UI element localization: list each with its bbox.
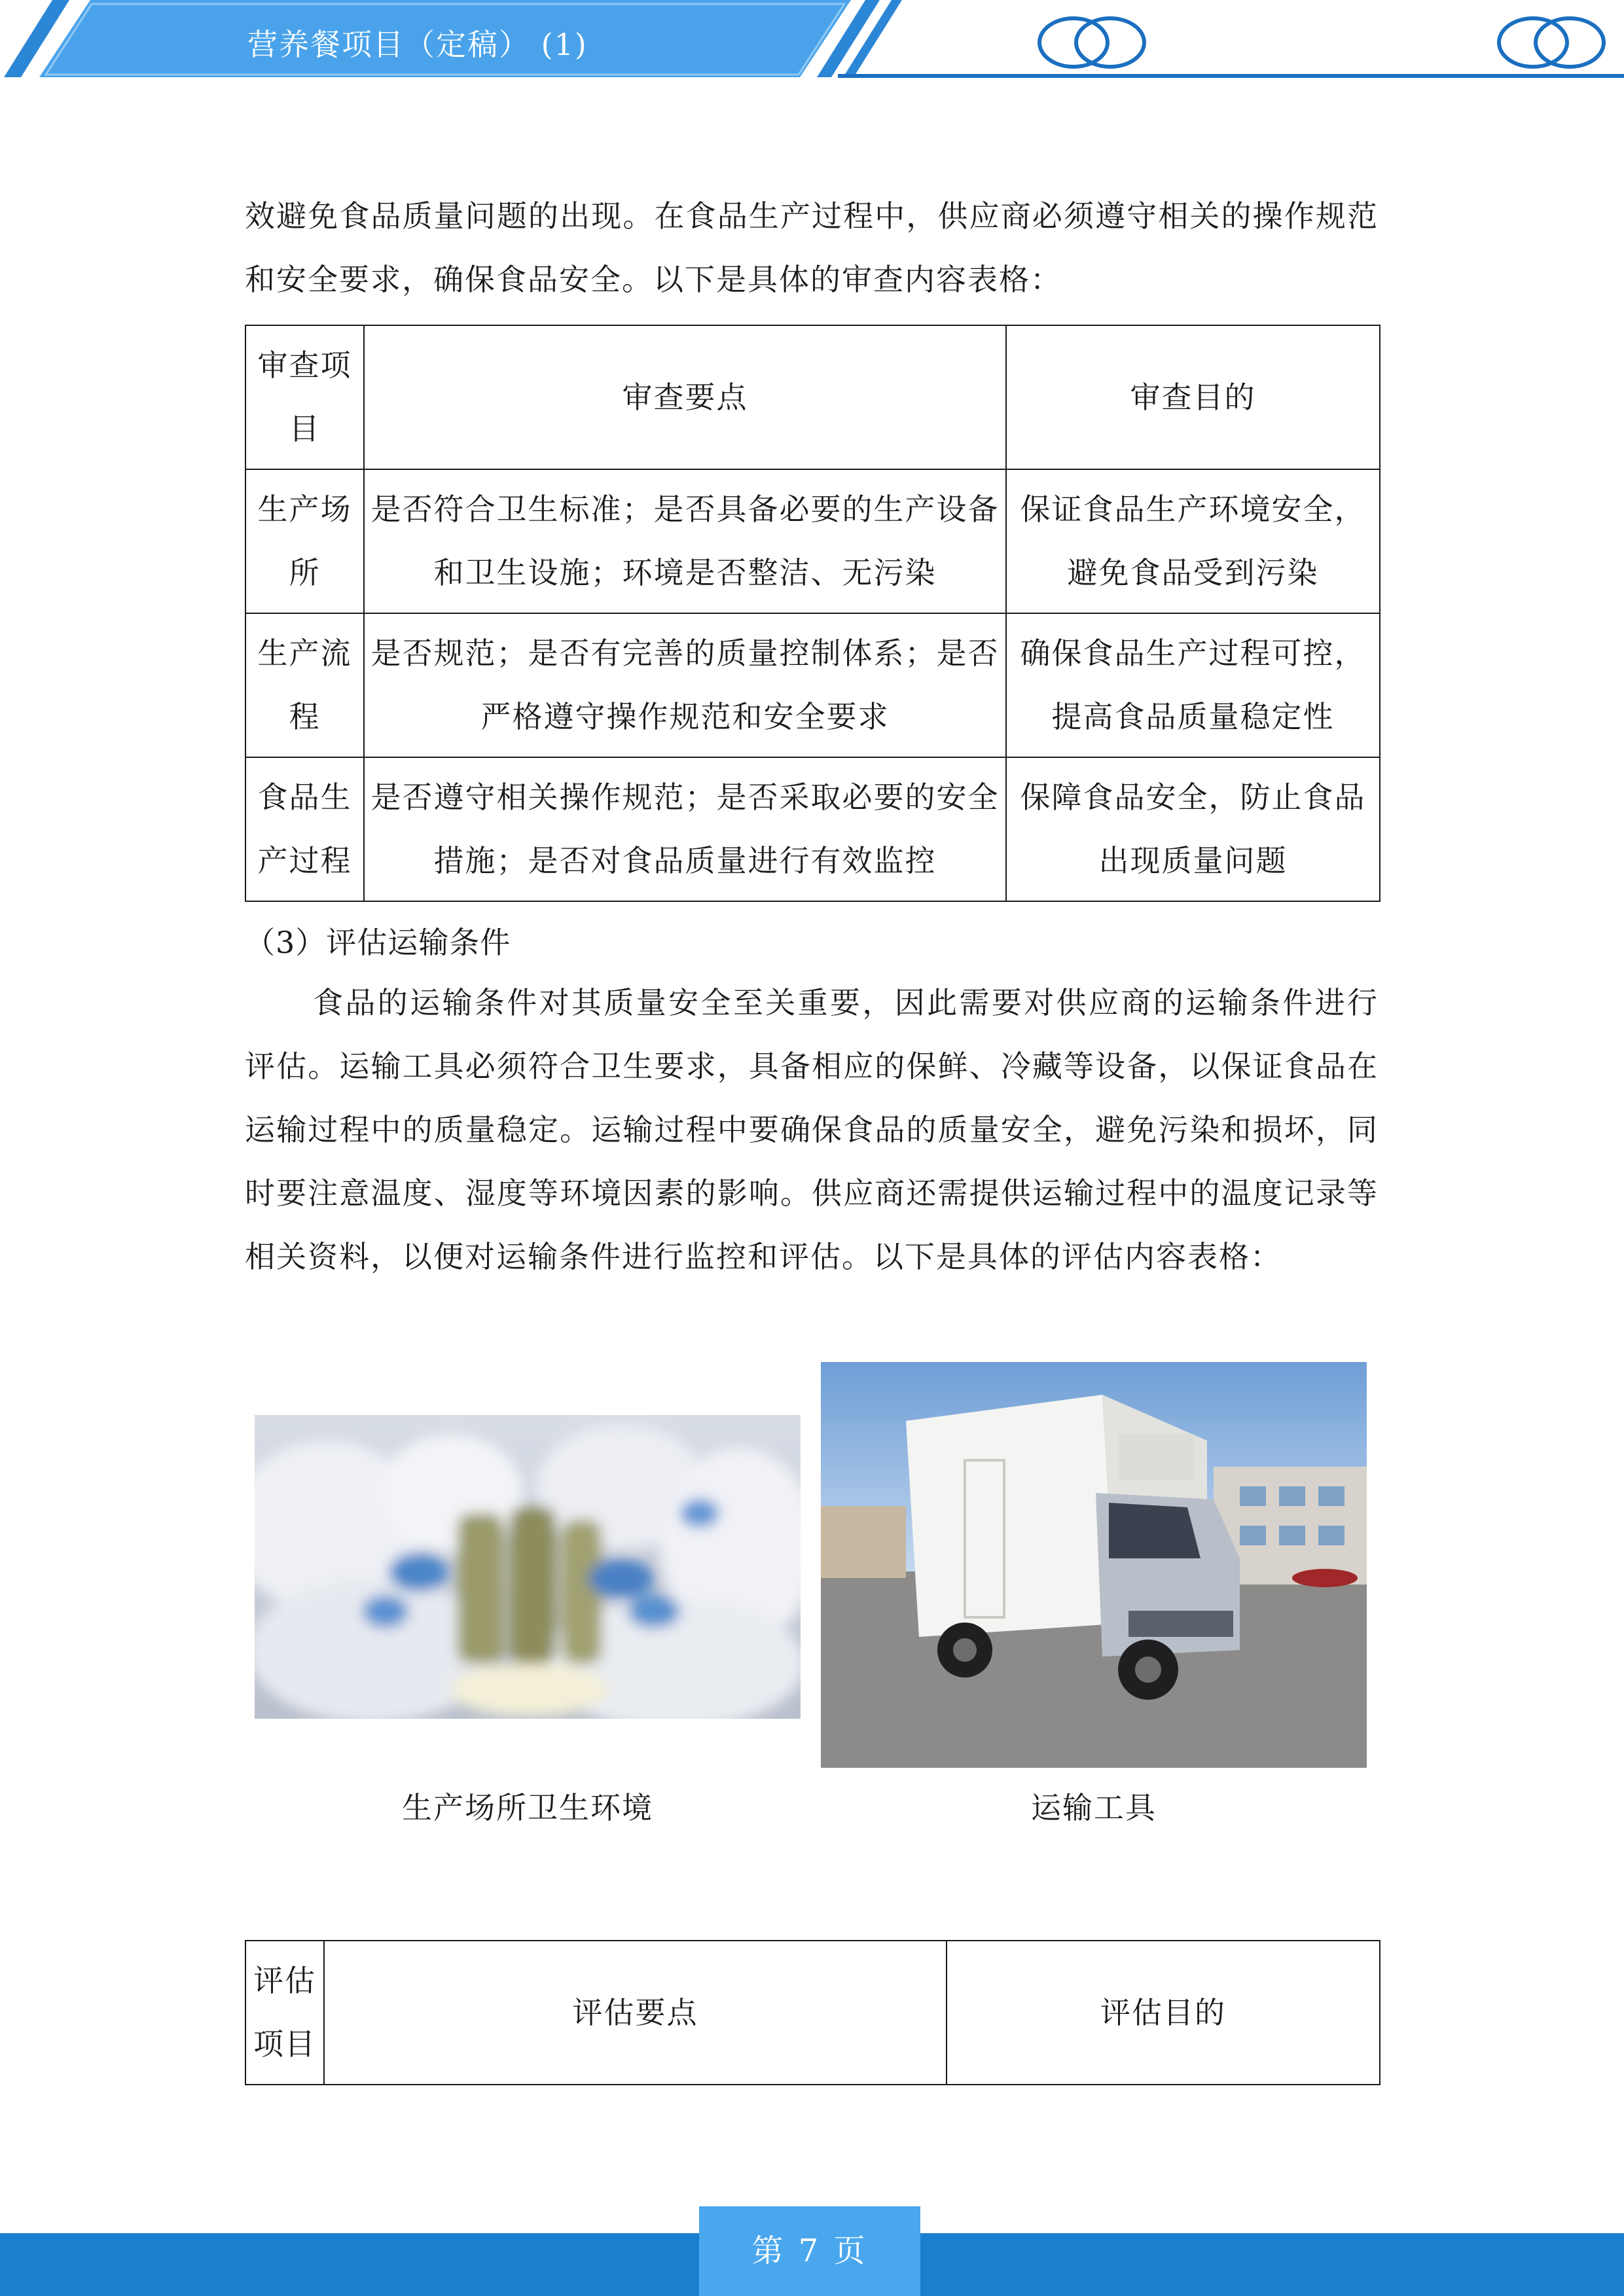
transport-paragraph: 食品的运输条件对其质量安全至关重要，因此需要对供应商的运输条件进行评估。运输工具必须符合卫生要求，具备相应的保鲜、冷藏等设备，以保证食品在运输过程中的质量稳定。运输过程中要确保食品的质量安全，避免污染和损坏，同时要注意温度、湿度等环境因素的影响。供应商还需提供运输过程中的温度记录等相关资料，以便对运输条件进行监控和评估。以下是具体的评估内容表格： bbox=[245, 985, 1379, 1274]
production-hygiene-photo bbox=[255, 1415, 801, 1719]
table-cell: 食品生产过程 bbox=[245, 757, 364, 901]
table-row bbox=[245, 613, 1380, 757]
assessment-table bbox=[245, 1940, 1380, 2085]
figure-caption: 生产场所卫生环境 bbox=[402, 1790, 653, 1825]
header-banner-graphic bbox=[0, 0, 1624, 85]
rings-logo-icon bbox=[1033, 14, 1152, 71]
table-header-cell: 评估项目 bbox=[245, 1941, 324, 2085]
intro-paragraph: 效避免食品质量问题的出现。在食品生产过程中，供应商必须遵守相关的操作规范和安全要求，确保食品安全。以下是具体的审查内容表格： bbox=[245, 198, 1379, 297]
table-header-cell: 评估目的 bbox=[947, 1941, 1380, 2085]
table-cell: 生产场所 bbox=[245, 469, 364, 613]
table-header-row bbox=[245, 1941, 1380, 2085]
table-cell: 是否规范；是否有完善的质量控制体系；是否严格遵守操作规范和安全要求 bbox=[364, 613, 1006, 757]
figure-caption: 运输工具 bbox=[1031, 1790, 1157, 1825]
table-header-cell: 审查项目 bbox=[245, 325, 364, 469]
review-table bbox=[245, 325, 1380, 902]
table-cell: 确保食品生产过程可控，提高食品质量稳定性 bbox=[1006, 613, 1380, 757]
table-header-cell: 评估要点 bbox=[324, 1941, 947, 2085]
page-header bbox=[0, 0, 1624, 85]
table-cell: 保障食品安全，防止食品出现质量问题 bbox=[1006, 757, 1380, 901]
table-cell: 是否遵守相关操作规范；是否采取必要的安全措施；是否对食品质量进行有效监控 bbox=[364, 757, 1006, 901]
table-header-cell: 审查目的 bbox=[1006, 325, 1380, 469]
section-subheading: （3）评估运输条件 bbox=[245, 925, 511, 960]
document-title: 营养餐项目（定稿） (1) bbox=[247, 27, 588, 62]
table-row bbox=[245, 469, 1380, 613]
table-row bbox=[245, 757, 1380, 901]
table-header-row bbox=[245, 325, 1380, 469]
table-cell: 生产流程 bbox=[245, 613, 364, 757]
table-cell: 保证食品生产环境安全，避免食品受到污染 bbox=[1006, 469, 1380, 613]
rings-logo-icon bbox=[1492, 14, 1612, 71]
table-cell: 是否符合卫生标准；是否具备必要的生产设备和卫生设施；环境是否整洁、无污染 bbox=[364, 469, 1006, 613]
table-header-cell: 审查要点 bbox=[364, 325, 1006, 469]
transport-truck-photo bbox=[821, 1362, 1367, 1768]
page-number: 第 7 页 bbox=[699, 2206, 920, 2296]
